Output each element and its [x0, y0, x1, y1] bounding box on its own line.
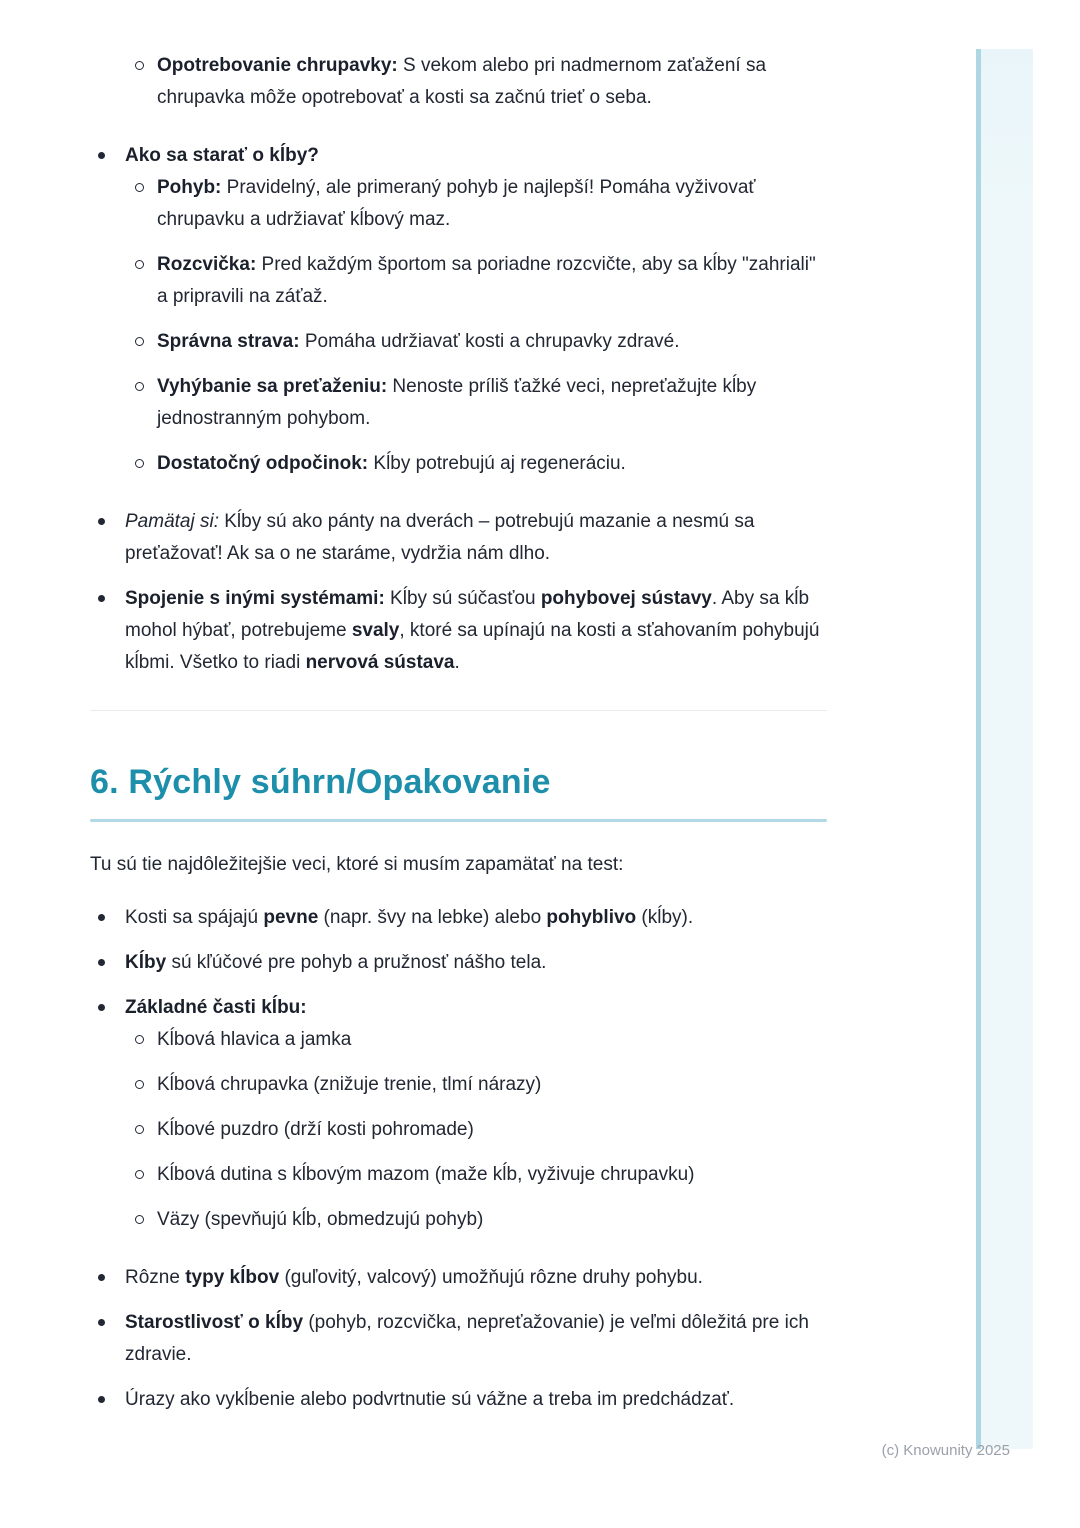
list-item-text: Rôzne typy kĺbov (guľovitý, valcový) umožňujú rôzne druhy pohybu. [125, 1267, 703, 1288]
document-content [90, 50, 827, 1416]
list-item-text: Väzy (spevňujú kĺb, obmedzujú pohyb) [157, 1209, 484, 1230]
list-item [90, 992, 827, 1024]
section-heading: 6. Rýchly súhrn/Opakovanie [90, 763, 551, 801]
list-item [90, 583, 827, 679]
list-item-text: Kĺbová hlavica a jamka [157, 1029, 352, 1050]
list-item-text: Kosti sa spájajú pevne (napr. švy na lebke) alebo pohyblivo (kĺby). [125, 907, 694, 928]
joint-care-list [90, 50, 827, 679]
list-item [90, 1307, 827, 1371]
copyright-note: (c) Knowunity 2025 [881, 1442, 1010, 1459]
bullet-disc-icon [98, 1396, 105, 1403]
list-item-text: Úrazy ako vykĺbenie alebo podvrtnutie sú vážne a treba im predchádzať. [125, 1389, 735, 1410]
list-item [90, 50, 827, 114]
bullet-disc-icon [98, 518, 105, 525]
list-item-text: Kĺby sú kľúčové pre pohyb a pružnosť nášho tela. [125, 952, 547, 973]
list-item-text: Kĺbová chrupavka (znižuje trenie, tlmí nárazy) [157, 1074, 542, 1095]
bullet-disc-icon [98, 1319, 105, 1326]
page-accent-bar [976, 49, 1033, 1449]
list-item-text: Kĺbová dutina s kĺbovým mazom (maže kĺb, vyživuje chrupavku) [157, 1164, 695, 1185]
list-item-text: Správna strava: Pomáha udržiavať kosti a chrupavky zdravé. [157, 331, 680, 352]
list-item-text: Ako sa starať o kĺby? [125, 145, 319, 166]
bullet-circle-icon [135, 61, 144, 70]
list-item [90, 1204, 827, 1236]
bullet-circle-icon [135, 1170, 144, 1179]
bullet-circle-icon [135, 1035, 144, 1044]
list-item [90, 1069, 827, 1101]
bullet-circle-icon [135, 1080, 144, 1089]
list-item-text: Vyhýbanie sa preťaženiu: Nenoste príliš ťažké veci, nepreťažujte kĺby jednostranným pohybom. [157, 376, 757, 429]
list-item-text: Starostlivosť o kĺby (pohyb, rozcvička, nepreťažovanie) je veľmi dôležitá pre ich zdravie. [125, 1312, 809, 1365]
list-item-text: Spojenie s inými systémami: Kĺby sú súčasťou pohybovej sústavy. Aby sa kĺb mohol hýbať, potrebujeme svaly, ktoré sa upínajú na kosti a sťahovaním pohybujú kĺbmi. Všetko to riadi nervová sústava. [125, 588, 820, 673]
list-item-text: Základné časti kĺbu: [125, 997, 307, 1018]
bullet-circle-icon [135, 1215, 144, 1224]
bullet-disc-icon [98, 1004, 105, 1011]
bullet-disc-icon [98, 1274, 105, 1281]
list-item [90, 902, 827, 934]
list-item [90, 1384, 827, 1416]
list-item [90, 172, 827, 236]
list-item-text: Pohyb: Pravidelný, ale primeraný pohyb je najlepší! Pomáha vyživovať chrupavku a udržiavať kĺbový maz. [157, 177, 756, 230]
list-item [90, 1024, 827, 1056]
list-item [90, 140, 827, 172]
list-item-text: Rozcvička: Pred každým športom sa poriadne rozcvičte, aby sa kĺby "zahriali" a pripravili na záťaž. [157, 254, 816, 307]
list-item-text: Opotrebovanie chrupavky: S vekom alebo pri nadmernom zaťažení sa chrupavka môže opotrebovať a kosti sa začnú trieť o seba. [157, 55, 767, 108]
list-item-text: Pamätaj si: Kĺby sú ako pánty na dverách – potrebujú mazanie a nesmú sa preťažovať! Ak sa o ne staráme, vydržia nám dlho. [125, 511, 755, 564]
bullet-circle-icon [135, 183, 144, 192]
heading-underline [90, 819, 827, 822]
list-item-text: Dostatočný odpočinok: Kĺby potrebujú aj regeneráciu. [157, 453, 626, 474]
bullet-circle-icon [135, 260, 144, 269]
bullet-disc-icon [98, 152, 105, 159]
section-divider [90, 710, 827, 711]
list-item [90, 249, 827, 313]
list-item [90, 326, 827, 358]
bullet-circle-icon [135, 459, 144, 468]
bullet-disc-icon [98, 595, 105, 602]
list-item [90, 1262, 827, 1294]
summary-list [90, 902, 827, 1416]
intro-paragraph: Tu sú tie najdôležitejšie veci, ktoré si musím zapamätať na test: [90, 854, 624, 875]
list-item [90, 1114, 827, 1146]
bullet-disc-icon [98, 914, 105, 921]
bullet-disc-icon [98, 959, 105, 966]
list-item [90, 1159, 827, 1191]
list-item [90, 448, 827, 480]
list-item-text: Kĺbové puzdro (drží kosti pohromade) [157, 1119, 474, 1140]
bullet-circle-icon [135, 1125, 144, 1134]
bullet-circle-icon [135, 337, 144, 346]
list-item [90, 371, 827, 435]
list-item [90, 506, 827, 570]
list-item [90, 947, 827, 979]
bullet-circle-icon [135, 382, 144, 391]
